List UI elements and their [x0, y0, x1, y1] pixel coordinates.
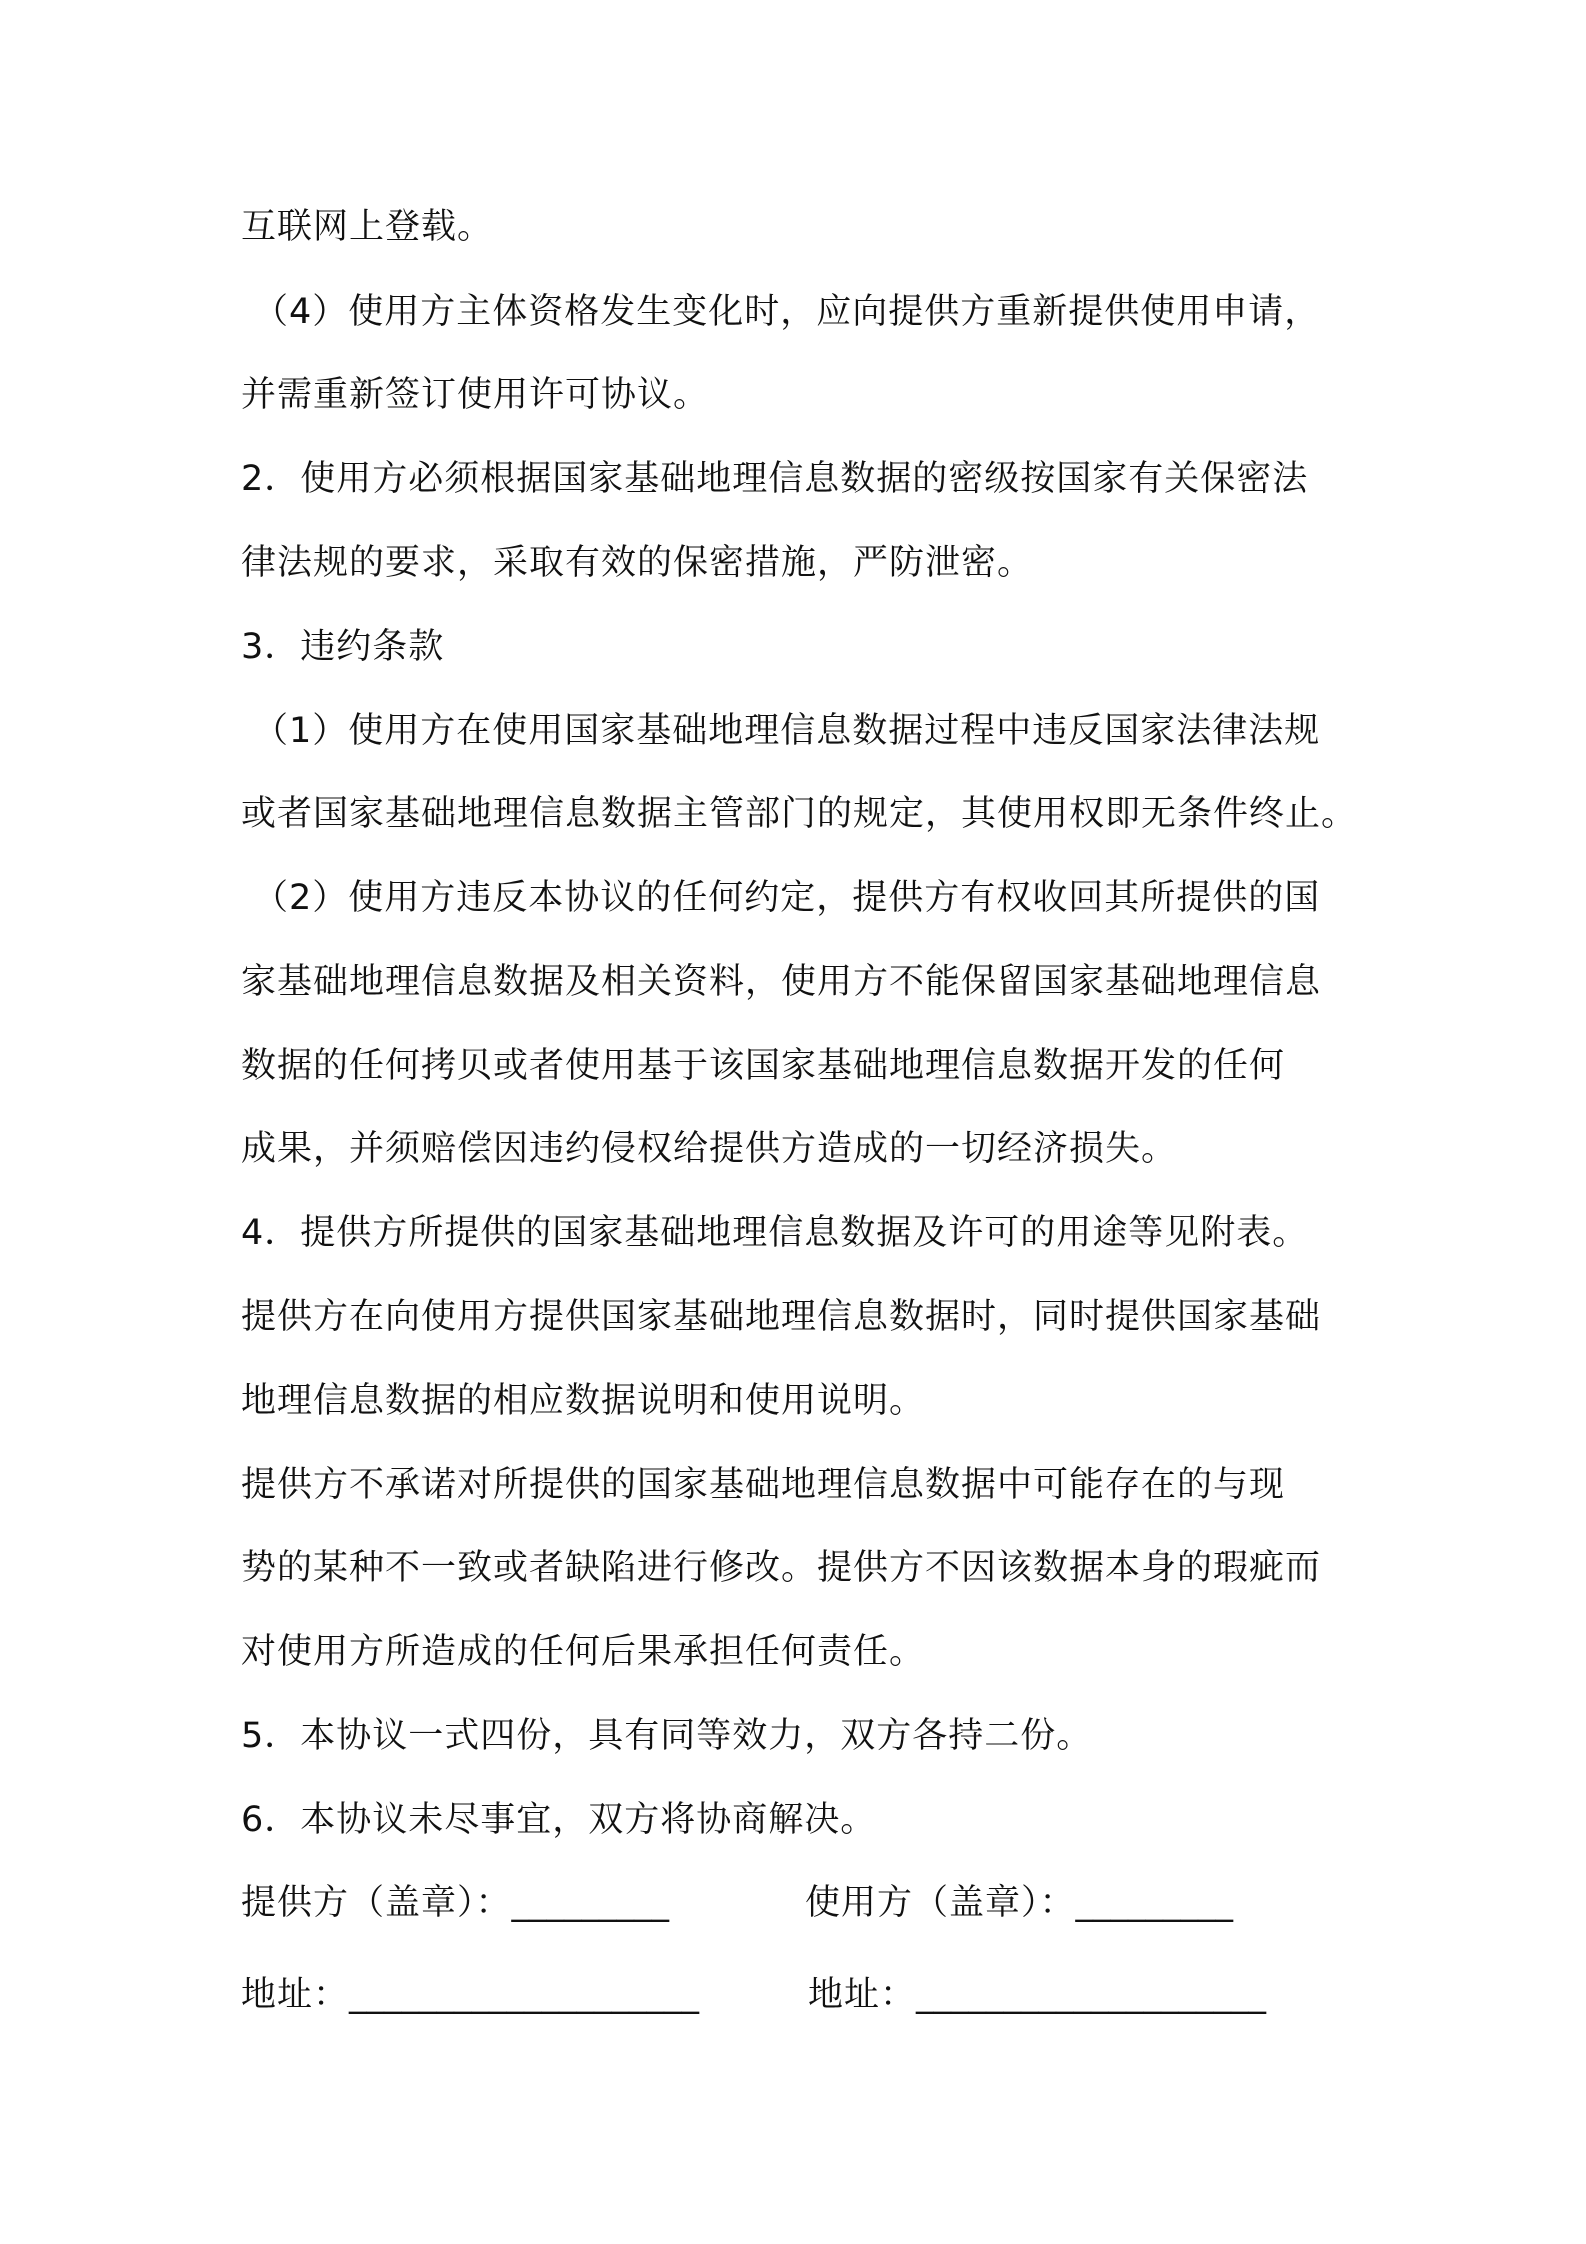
user-seal-blank: _________: [1075, 1883, 1234, 1923]
text-line-13: 4．提供方所提供的国家基础地理信息数据及许可的用途等见附表。: [241, 1213, 1309, 1253]
user-seal-label: 使用方（盖章）：: [805, 1883, 1076, 1923]
provider-seal-label: 提供方（盖章）：: [241, 1883, 512, 1923]
text-line-17: 势的某种不一致或者缺陷进行修改。提供方不因该数据本身的瑕疵而: [241, 1548, 1322, 1588]
provider-seal-line: [241, 1882, 669, 1924]
text-line-6: 3．违约条款: [241, 627, 445, 667]
text-line-5: 律法规的要求，采取有效的保密措施，严防泄密。: [241, 543, 1034, 583]
text-line-18: 对使用方所造成的任何后果承担任何责任。: [241, 1632, 926, 1672]
provider-seal-blank: _________: [511, 1883, 670, 1923]
text-line-4: 2．使用方必须根据国家基础地理信息数据的密级按国家有关保密法: [241, 459, 1309, 499]
text-line-8: 或者国家基础地理信息数据主管部门的规定，其使用权即无条件终止。: [241, 794, 1358, 834]
text-line-20: 6．本协议未尽事宜，双方将协商解决。: [241, 1800, 877, 1840]
provider-address-label: 地址：: [241, 1975, 350, 2015]
text-line-16: 提供方不承诺对所提供的国家基础地理信息数据中可能存在的与现: [241, 1465, 1286, 1505]
text-line-2: （4）使用方主体资格发生变化时，应向提供方重新提供使用申请，: [253, 292, 1321, 332]
text-line-12: 成果，并须赔偿因违约侵权给提供方造成的一切经济损失。: [241, 1129, 1178, 1169]
user-address-label: 地址：: [808, 1975, 917, 2015]
text-line-19: 5．本协议一式四份，具有同等效力，双方各持二份。: [241, 1716, 1093, 1756]
text-line-9: （2）使用方违反本协议的任何约定，提供方有权收回其所提供的国: [253, 878, 1321, 918]
text-line-10: 家基础地理信息数据及相关资料，使用方不能保留国家基础地理信息: [241, 962, 1322, 1002]
text-line-7: （1）使用方在使用国家基础地理信息数据过程中违反国家法律法规: [253, 711, 1321, 751]
text-line-1: 互联网上登载。: [241, 207, 494, 247]
text-line-3: 并需重新签订使用许可协议。: [241, 375, 710, 415]
text-line-15: 地理信息数据的相应数据说明和使用说明。: [241, 1381, 926, 1421]
text-line-11: 数据的任何拷贝或者使用基于该国家基础地理信息数据开发的任何: [241, 1046, 1286, 1086]
user-seal-line: [805, 1882, 1233, 1924]
user-address-blank: ____________________: [916, 1975, 1267, 2015]
text-line-14: 提供方在向使用方提供国家基础地理信息数据时，同时提供国家基础: [241, 1297, 1322, 1337]
provider-address-blank: ____________________: [349, 1975, 700, 2015]
provider-address-line: [241, 1974, 699, 2016]
user-address-line: [808, 1974, 1266, 2016]
